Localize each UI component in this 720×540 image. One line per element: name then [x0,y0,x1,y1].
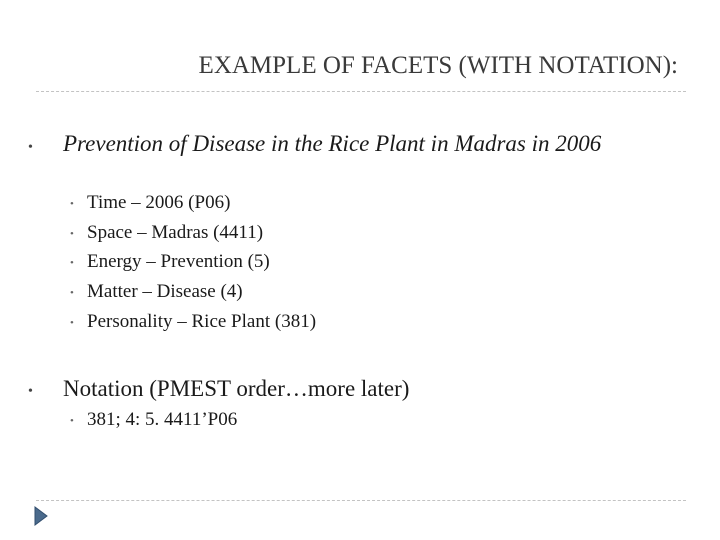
sub-bullet-marker: • [70,415,74,427]
title-divider [36,91,686,92]
bullet-marker: • [28,140,33,155]
facet-space: Space – Madras (4411) [87,222,264,243]
facet-matter: Matter – Disease (4) [87,281,243,302]
facet-energy: Energy – Prevention (5) [87,251,270,272]
sub-bullet-marker: • [70,228,74,240]
facet-personality: Personality – Rice Plant (381) [87,311,317,332]
sub-bullet-marker: • [70,317,74,329]
sub-bullet-marker: • [70,198,74,210]
bullet-marker: • [28,384,33,399]
slide-title: EXAMPLE OF FACETS (WITH NOTATION): [198,52,678,79]
bullet-main-topic: Prevention of Disease in the Rice Plant in Madras in 2006 [63,131,602,156]
sub-bullet-marker: • [70,257,74,269]
footer-divider [36,500,686,501]
facet-time: Time – 2006 (P06) [87,192,231,213]
sub-bullet-marker: • [70,287,74,299]
notation-example: 381; 4: 5. 4411’P06 [87,409,238,430]
bullet-notation: Notation (PMEST order…more later) [63,376,410,401]
triangle-arrow-icon [34,506,48,526]
